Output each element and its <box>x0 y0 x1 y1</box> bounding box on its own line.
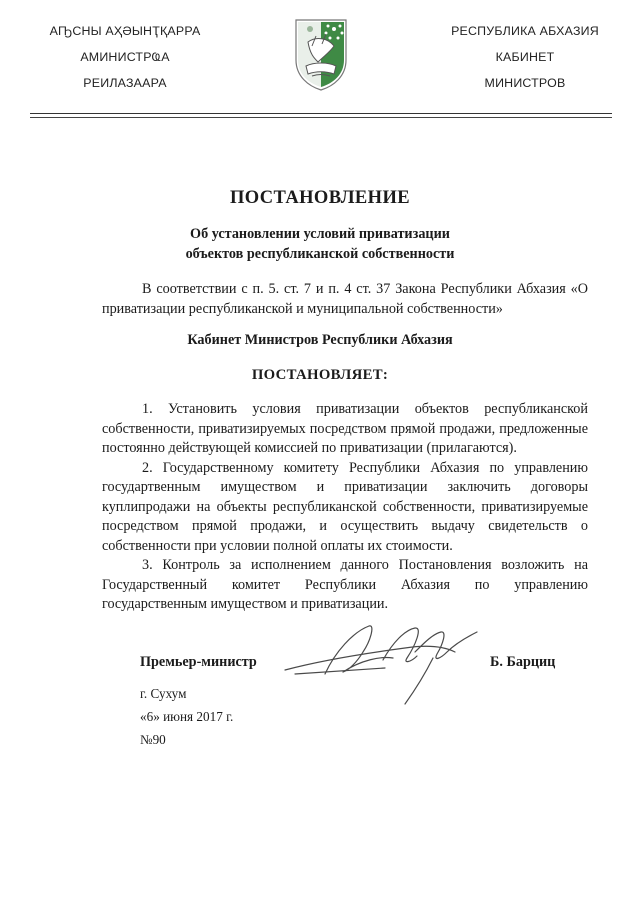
header-left-line-3: РЕИЛАЗААРА <box>83 76 167 90</box>
document-number: №90 <box>140 732 166 747</box>
header-right-line-1: РЕСПУБЛИКА АБХАЗИЯ <box>451 24 599 38</box>
header-divider-thick <box>30 113 612 114</box>
decree-item-2: 2. Государственному комитету Республики Абхазия по управлению государтвенным имуществом и приватизации заключить договоры куплипродажи на объекты республиканской собственности, приватизируемые посредством прямой продажи, и осуществить выдачу свидетельств о собственности при условии полной оплаты их стоимости. <box>102 459 588 554</box>
header-left-line-2: АМИНИСТРҨА <box>80 50 170 64</box>
intro-paragraph: В соответствии с п. 5. ст. 7 и п. 4 ст. 37 Закона Республики Абхазия «О приватизации республиканской и муниципальной собственности» <box>102 281 588 317</box>
header-right-block <box>440 22 610 100</box>
subtitle-line-1: Об установлении условий приватизации <box>190 226 450 242</box>
handwritten-signature-icon <box>265 612 500 707</box>
signer-position: Премьер-министр <box>140 654 257 670</box>
header-left-line-1: АҦСНЫ АҲӘЫНҬҚАРРА <box>49 24 201 38</box>
header-left-block <box>40 22 210 100</box>
issue-city: г. Сухум <box>140 686 187 701</box>
header-right-line-2: КАБИНЕТ <box>495 50 555 64</box>
decree-item-1: 1. Установить условия приватизации объектов республиканской собственности, приватизируемых посредством прямой продажи, предложенные постоянно действующей комиссией по приватизации (прилагаются). <box>102 401 588 456</box>
issue-date: «6» июня 2017 г. <box>140 709 234 724</box>
cabinet-heading: Кабинет Министров Республики Абхазия <box>187 332 453 348</box>
signer-name: Б. Барциц <box>490 654 556 670</box>
header-right-line-3: МИНИСТРОВ <box>484 76 566 90</box>
decree-heading: ПОСТАНОВЛЯЕТ: <box>251 367 389 383</box>
decree-item-3: 3. Контроль за исполнением данного Постановления возложить на Государственный комитет Республики Абхазия по управлению государственным имуществом и приватизации. <box>102 557 588 612</box>
decree-items <box>102 400 588 615</box>
subtitle-line-2: объектов республиканской собственности <box>185 246 455 262</box>
document-title: ПОСТАНОВЛЕНИЕ <box>229 188 410 208</box>
header-divider-thin <box>30 117 612 118</box>
document-subtitle <box>0 224 640 264</box>
abkhazia-coat-of-arms-icon <box>290 16 352 92</box>
